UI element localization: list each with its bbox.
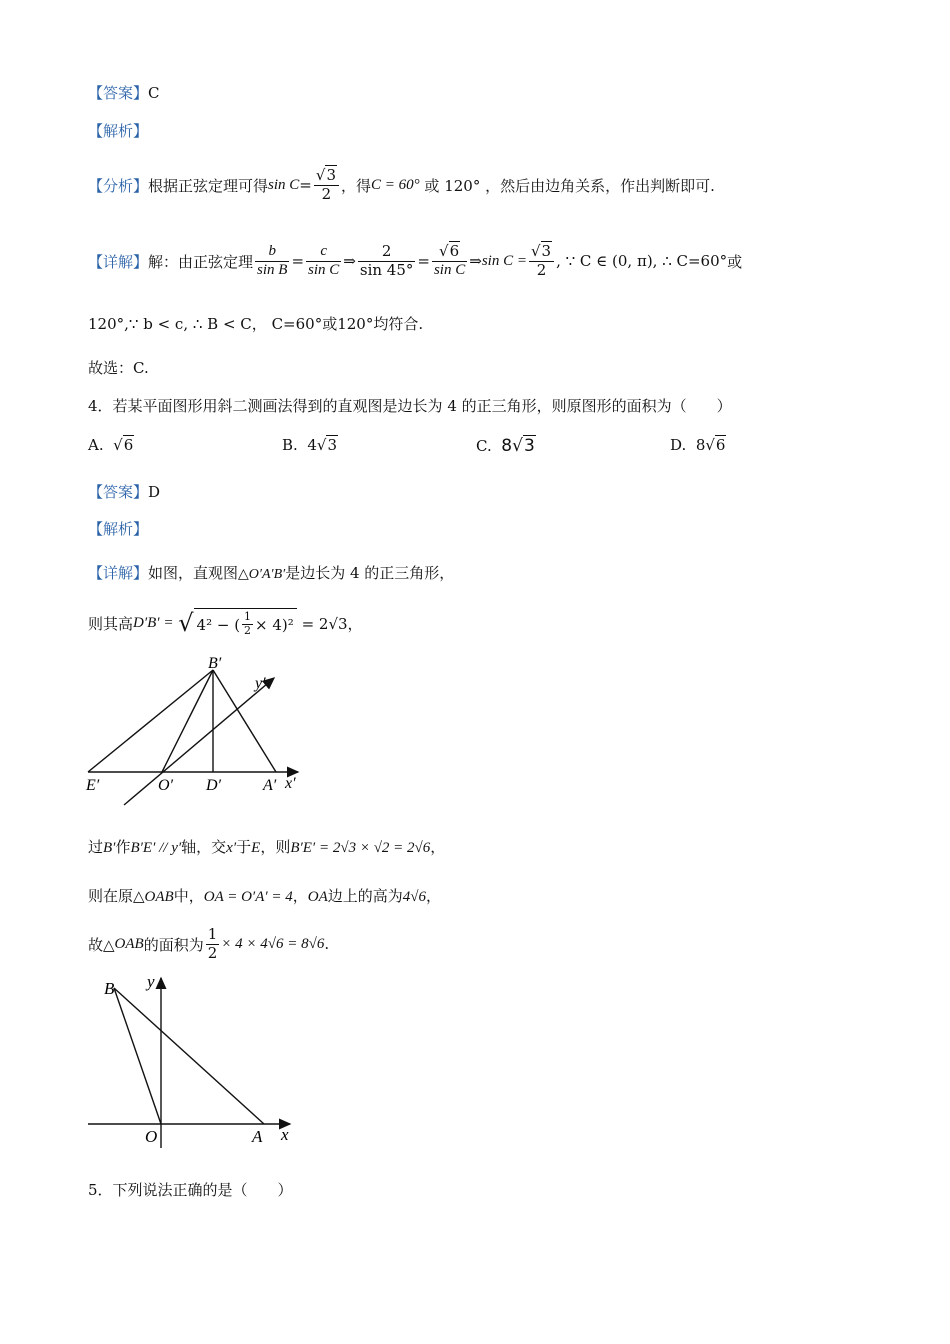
option-a[interactable]: A. √6 bbox=[88, 436, 134, 454]
segment-E-B bbox=[88, 670, 213, 772]
answer-tag: 【答案】 bbox=[88, 84, 149, 102]
question-5: 5．下列说法正确的是（ ） bbox=[88, 1181, 293, 1199]
label-D: D′ bbox=[206, 777, 222, 794]
option-b[interactable]: B. 4√3 bbox=[282, 436, 337, 454]
segment-O-B bbox=[162, 670, 213, 772]
label-x: x′ bbox=[285, 775, 296, 792]
analysis-line: 【分析】 根据正弦定理可得 sin C = $\frac{√3}{2}$ ，得 C = 60° 或 120° ，然后由边角关系，作出判断即可. bbox=[88, 166, 715, 203]
segment-B-A bbox=[114, 988, 264, 1124]
line-c: 则在原△OAB中，OA = O′A′ = 4，OA边上的高为4√6， bbox=[88, 887, 442, 905]
label-B: B′ bbox=[208, 655, 222, 672]
label-y: y bbox=[147, 972, 155, 991]
figure-original bbox=[84, 970, 306, 1148]
option-c[interactable]: C. 8√3 bbox=[476, 436, 535, 456]
line-d: 故△ OAB 的面积为 $\frac{1}{2}$ × 4 × 4√6 = 8√6 . bbox=[88, 925, 330, 962]
sinC-expr: sin C bbox=[268, 176, 300, 193]
figure-intuitive-view bbox=[80, 648, 310, 810]
question-4: 4．若某平面图形用斜二测画法得到的直观图是边长为 4 的正三角形，则原图形的面积为（ ） bbox=[88, 397, 732, 415]
fenxi-tag: 【分析】 bbox=[88, 176, 149, 195]
label-O: O bbox=[145, 1127, 158, 1146]
label-A: A bbox=[252, 1127, 263, 1146]
detail-line-4: 【详解】如图，直观图△O′A′B′是边长为 4 的正三角形， bbox=[88, 564, 455, 582]
fraction-sqrt6-sinC: $\frac{√6}{\text{sin C}}$ bbox=[433, 242, 466, 278]
fraction: $\frac{√3}{2}$ bbox=[314, 167, 339, 203]
analysis-tag-4: 【解析】 bbox=[88, 520, 149, 538]
label-O: O′ bbox=[158, 777, 174, 794]
height-line: 则其高 D′B′ = √ 4² − ( $\frac{1}{2}$ × 4)² = 2√3， bbox=[88, 609, 363, 637]
line-b: 过B′作B′E′ // y′轴，交x′于E，则B′E′ = 2√3 × √2 = 2√6， bbox=[88, 838, 446, 856]
answer-line bbox=[88, 82, 160, 103]
label-B: B bbox=[104, 979, 115, 998]
fenxi-text: 根据正弦定理可得 bbox=[148, 176, 269, 195]
label-y: y′ bbox=[255, 675, 266, 692]
option-d[interactable]: D. 8√6 bbox=[670, 436, 726, 454]
label-x: x bbox=[281, 1125, 289, 1144]
analysis-tag: 【解析】 bbox=[88, 122, 149, 140]
answer-line-4: 【答案】D bbox=[88, 483, 161, 501]
fraction-2-sin45: $\frac{2}{\sin 45^\circ}$ bbox=[359, 242, 414, 279]
detail-line-2: 120°,∵ b < c, ∴ B < C， C=60°或120°均符合. bbox=[88, 315, 424, 333]
label-A: A′ bbox=[263, 777, 277, 794]
label-E: E′ bbox=[86, 777, 100, 794]
detail-line: 【详解】 解：由正弦定理 $\frac{b}{\text{sin B}}$ = $\frac{c}{\text{sin C}}$ ⇒ $\frac{2}{\sin 45^\circ}$ = $\frac{√6}{\text{sin C}}$ ⇒ sin C = $\frac{√3}{2}$ , ∵ C ∈ (0, π), ∴ C=60° 或 bbox=[88, 242, 743, 279]
fraction-c-sinC: $\frac{c}{\text{sin C}}$ bbox=[308, 243, 340, 278]
choose-line: 故选：C. bbox=[88, 359, 149, 377]
detail-tag: 【详解】 bbox=[88, 252, 149, 271]
answer-value: C bbox=[148, 84, 160, 102]
fraction-b-sinB: $\frac{b}{\text{sin B}}$ bbox=[257, 243, 288, 278]
equals: = bbox=[299, 176, 312, 194]
